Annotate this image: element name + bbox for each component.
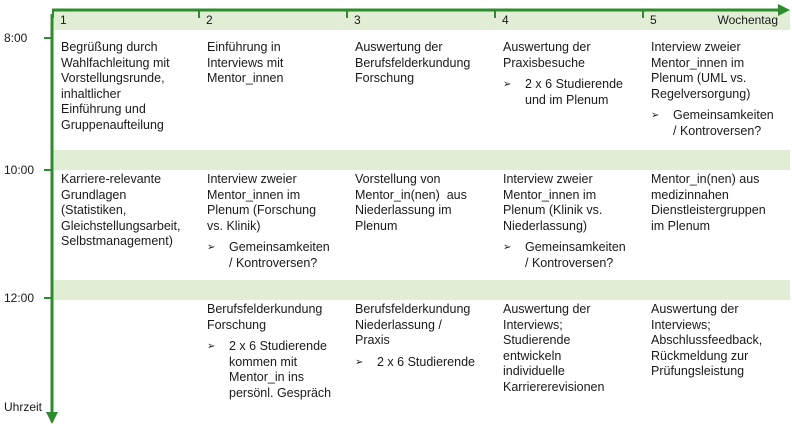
cell-text-line: individuelle <box>503 364 565 378</box>
cell-text-line: Plenum <box>355 218 398 233</box>
cell-text-line: Vorstellung von <box>355 172 441 186</box>
cell-text-line: Mentor_innen <box>207 71 284 85</box>
time-label-0800: 8:00 <box>4 31 28 45</box>
bullet-text-line: persönl. Gespräch <box>229 385 332 400</box>
cell-text-line: Plenum (Forschung <box>207 203 317 217</box>
cell-text-line: medizinnahen <box>651 187 729 202</box>
cell-text-line: Dienstleistergruppen <box>651 203 766 217</box>
cell-text-line: Regelversorgung) <box>651 86 751 101</box>
cell-text-line: Gleichstellungsarbeit, <box>61 218 181 233</box>
cell-text-line: Interviews; <box>503 317 563 332</box>
cell-text-line: Vorstellungsrunde, <box>61 71 165 85</box>
cell-text-line: Auswertung der <box>651 302 739 316</box>
arrow-bullet-icon: ➢ <box>207 341 216 352</box>
cell-text-line: Forschung <box>355 71 415 85</box>
cell-text-line: Berufsfelderkundung <box>355 55 471 70</box>
day-axis-arrowhead <box>778 4 790 16</box>
y-axis-label: Uhrzeit <box>4 400 43 414</box>
time-label-1200: 12:00 <box>4 291 35 305</box>
cell-text-line: im Plenum <box>651 218 711 233</box>
bullet-text-line: Gemeinsamkeiten <box>525 240 626 254</box>
cell-text-line: Karriererevisionen <box>503 379 605 394</box>
cell-text-line: Forschung <box>207 317 267 332</box>
cell-text-line: Interviews mit <box>207 55 284 70</box>
cell-text-line: Einführung in <box>207 40 281 54</box>
arrow-bullet-icon: ➢ <box>355 356 364 368</box>
cell-text-line: Prüfungsleistung <box>651 364 745 378</box>
cell-text-line: Niederlassung / <box>355 317 442 332</box>
cell-text-line: Mentor_innen im <box>651 55 745 70</box>
cell-text-line: Rückmeldung zur <box>651 348 749 363</box>
day-label-4: 4 <box>502 13 509 27</box>
bullet-text-line: 2 x 6 Studierende <box>229 339 327 353</box>
cell-text-line: Interviews; <box>651 317 711 332</box>
cell-text-line: Abschlussfeedback, <box>651 333 763 347</box>
cell-text-line: Wahlfachleitung mit <box>61 55 170 70</box>
bullet-text-line: Gemeinsamkeiten <box>229 240 330 254</box>
cell-text-line: Praxis <box>355 333 390 347</box>
bullet-text-line: / Kontroversen? <box>525 255 614 270</box>
cell-text-line: Studierende <box>503 333 571 347</box>
bullet-text-line: / Kontroversen? <box>673 123 762 138</box>
cell-text-line: Mentor_innen im <box>207 187 301 202</box>
cell-text-line: Mentor_in(nen) aus <box>651 172 760 186</box>
bullet-text-line: kommen mit <box>229 354 298 369</box>
cell-text-line: Berufsfelderkundung <box>207 302 323 316</box>
cell-text-line: (Statistiken, <box>61 203 127 217</box>
cell-text-line: Berufsfelderkundung <box>355 302 471 316</box>
bullet-text-line: Mentor_in ins <box>229 370 305 384</box>
cell-text-line: Gruppenaufteilung <box>61 117 164 132</box>
arrow-bullet-icon: ➢ <box>207 242 216 253</box>
cell-text-line: Mentor_in(nen) aus <box>355 187 467 202</box>
cell-text-line: Interview zweier <box>651 40 741 54</box>
cell-text-line: Einführung und <box>61 102 146 116</box>
cell-text-line: inhaltlicher <box>61 86 121 101</box>
cell-text-line: Plenum (UML vs. <box>651 71 747 85</box>
cell-text-line: Auswertung der <box>355 40 443 54</box>
cell-text-line: Niederlassung im <box>355 203 452 217</box>
day-label-3: 3 <box>354 13 361 27</box>
cell-text-line: Selbstmanagement) <box>61 234 173 248</box>
bullet-text-line: 2 x 6 Studierende <box>525 77 623 91</box>
arrow-bullet-icon: ➢ <box>651 110 660 121</box>
x-axis-label: Wochentag <box>717 13 778 27</box>
cell-text-line: vs. Klinik) <box>207 218 261 233</box>
arrow-bullet-icon: ➢ <box>503 79 512 90</box>
day-label-5: 5 <box>650 13 657 27</box>
bullet-text-line: 2 x 6 Studierende <box>377 354 475 369</box>
cell-text-line: Praxisbesuche <box>503 55 585 70</box>
bullet-text-line: Gemeinsamkeiten <box>673 108 774 122</box>
cell-text-line: Niederlassung) <box>503 218 588 233</box>
time-label-1000: 10:00 <box>4 163 35 177</box>
cell-text-line: Interview zweier <box>207 172 297 186</box>
day-label-2: 2 <box>206 13 213 27</box>
cell-text-line: Grundlagen <box>61 187 127 202</box>
cell-text-line: entwickeln <box>503 348 562 363</box>
bullet-text-line: / Kontroversen? <box>229 255 318 270</box>
arrow-bullet-icon: ➢ <box>503 242 512 253</box>
bullet-text-line: und im Plenum <box>525 92 609 107</box>
cell-text-line: Auswertung der <box>503 302 591 316</box>
cell-text-line: Karriere-relevante <box>61 172 162 186</box>
cell-text-line: Auswertung der <box>503 40 591 54</box>
cell-text-line: Begrüßung durch <box>61 40 158 54</box>
cell-text-line: Mentor_innen im <box>503 187 597 202</box>
day-label-1: 1 <box>60 13 67 27</box>
cell-text-line: Interview zweier <box>503 172 593 186</box>
cell-text-line: Plenum (Klinik vs. <box>503 203 603 217</box>
time-axis-arrowhead <box>46 412 58 424</box>
